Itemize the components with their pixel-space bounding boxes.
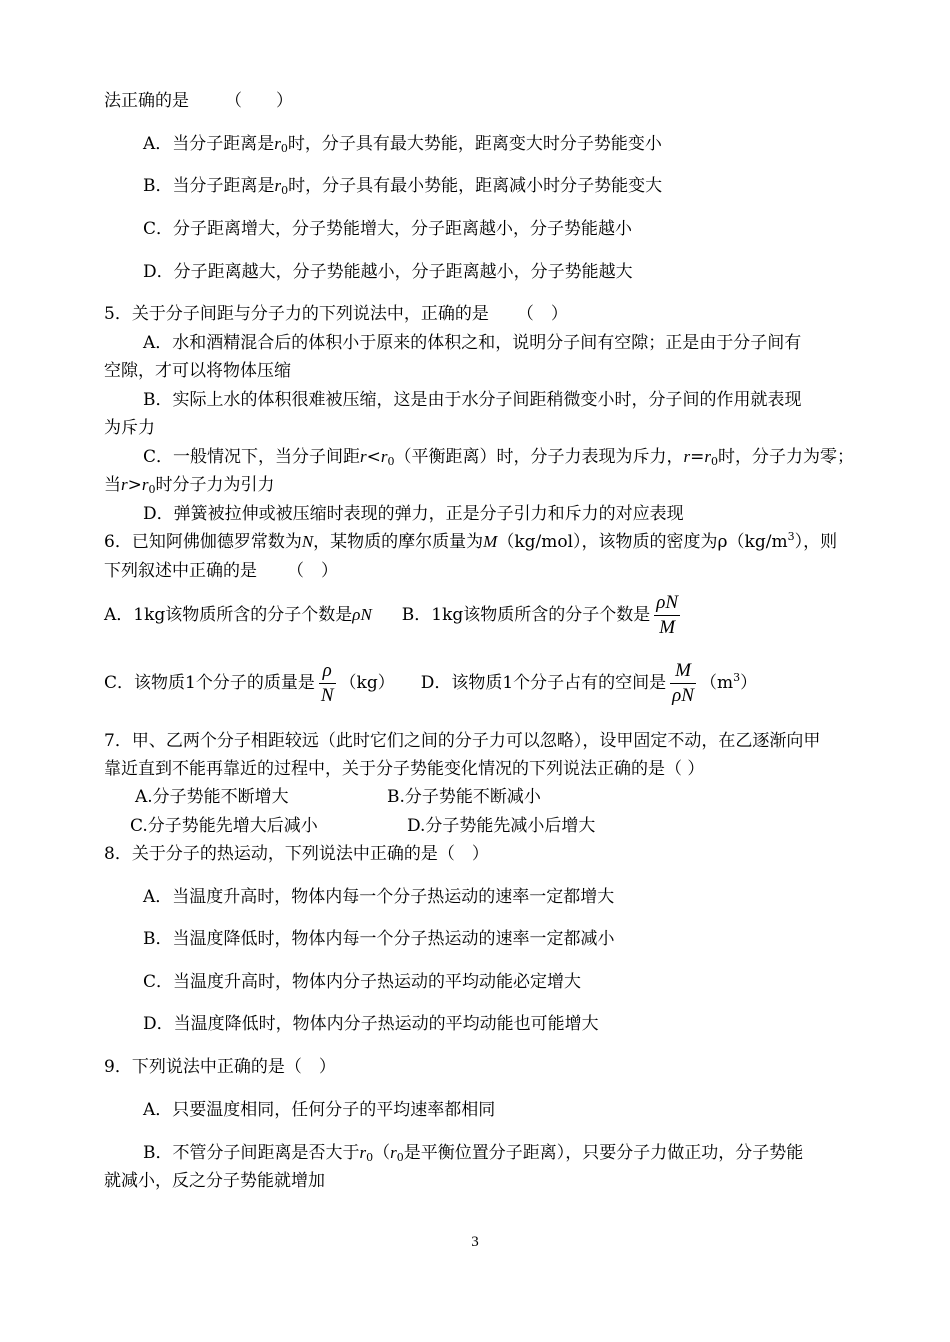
q8-option-a: A．当温度升高时，物体内每一个分子热运动的速率一定都增大 xyxy=(143,887,615,907)
q5-option-a-line1: A．水和酒精混合后的体积小于原来的体积之和，说明分子间有空隙；正是由于分子间有 xyxy=(143,333,802,353)
q5-option-c-line1: C．一般情况下，当分子间距$r<r_0$（平衡距离）时，分子力表现为斥力，$r=r_0$时，分子力为零； xyxy=(143,447,855,468)
q7-option-c: C.分子势能先增大后减小 xyxy=(130,816,318,836)
q4-stem-line xyxy=(104,90,293,112)
q6-options-ab xyxy=(104,589,684,641)
q5-option-d: D．弹簧被拉伸或被压缩时表现的弹力，正是分子引力和斥力的对应表现 xyxy=(143,504,684,524)
q4-option-a: A．当分子距离是$r_0$时，分子具有最大势能，距离变大时分子势能变小 xyxy=(143,134,662,155)
q9-option-b-line1: B．不管分子间距离是否大于$r_0(r_0$是平衡位置分子距离），只要分子力做正功，分子势能 xyxy=(143,1143,804,1164)
q4-answer-paren: （ ） xyxy=(225,91,293,111)
fraction-M-over-rhoN: $\frac{M}{\rho N}$ xyxy=(672,660,694,706)
q8-option-b: B．当温度降低时，物体内每一个分子热运动的速率一定都减小 xyxy=(143,929,615,949)
q8-stem: 8．关于分子的热运动，下列说法中正确的是（ ） xyxy=(104,844,489,864)
q5-option-b-line2: 为斥力 xyxy=(104,418,155,438)
q6-option-a: A．1kg该物质所含的分子个数是ρN xyxy=(104,605,372,625)
q6-option-d: D．该物质1个分子占有的空间是 $\frac{M}{\rho N}$ $(m^3)$ xyxy=(420,660,758,706)
q7-option-b: B.分子势能不断减小 xyxy=(387,787,541,807)
q6-stem-line1: 6．已知阿佛伽德罗常数为N，某物质的摩尔质量为M（kg/mol），该物质的密度为$\rho(kg/m^3)$，则 xyxy=(104,530,838,552)
q9-stem: 9．下列说法中正确的是（ ） xyxy=(104,1057,336,1077)
q5-option-b-line1: B．实际上水的体积很难被压缩，这是由于水分子间距稍微变小时，分子间的作用就表现 xyxy=(143,390,802,410)
q8-option-c: C．当温度升高时，物体内分子热运动的平均动能必定增大 xyxy=(143,972,582,992)
q6-option-c: C．该物质1个分子的质量是 $\frac{\rho}{N}$ （kg） xyxy=(104,660,395,706)
q7-option-d: D.分子势能先减小后增大 xyxy=(407,816,596,836)
q9-option-a: A．只要温度相同，任何分子的平均速率都相同 xyxy=(143,1100,496,1120)
q7-option-a: A.分子势能不断增大 xyxy=(135,787,289,807)
q5-answer-paren: （ ） xyxy=(516,304,568,324)
q9-option-b-line2: 就减小，反之分子势能就增加 xyxy=(104,1171,325,1191)
q5-stem: 5．关于分子间距与分子力的下列说法中，正确的是 （ ） xyxy=(104,304,568,324)
page-number: 3 xyxy=(471,1234,479,1250)
q7-stem-line1: 7．甲、乙两个分子相距较远（此时它们之间的分子力可以忽略），设甲固定不动，在乙逐渐向甲 xyxy=(104,731,821,751)
q6-stem-line2: 下列叙述中正确的是 （ ） xyxy=(104,561,338,581)
q4-option-d: D．分子距离越大，分子势能越小，分子距离越小，分子势能越大 xyxy=(143,262,633,282)
q6-answer-paren: （ ） xyxy=(287,561,338,581)
q4-option-b: B．当分子距离是$r_0$时，分子具有最小势能，距离减小时分子势能变大 xyxy=(143,176,663,197)
q4-stem-text: 法正确的是 xyxy=(104,91,189,111)
q6-options-cd xyxy=(104,657,757,709)
q5-option-c-line2: 当$r>r_0$时分子力为引力 xyxy=(104,475,275,496)
fraction-rhoN-over-M: $\frac{\rho N}{M}$ xyxy=(656,592,679,638)
fraction-rho-over-N: $\frac{\rho}{N}$ xyxy=(320,660,334,706)
q8-option-d: D．当温度降低时，物体内分子热运动的平均动能也可能增大 xyxy=(143,1014,599,1034)
q7-stem-line2: 靠近直到不能再靠近的过程中，关于分子势能变化情况的下列说法正确的是（ ） xyxy=(104,759,705,779)
q4-option-c: C．分子距离增大，分子势能增大，分子距离越小，分子势能越小 xyxy=(143,219,633,239)
q5-option-a-line2: 空隙，才可以将物体压缩 xyxy=(104,361,291,381)
q6-option-b: B．1kg该物质所含的分子个数是 $\frac{\rho N}{M}$ xyxy=(401,592,679,638)
